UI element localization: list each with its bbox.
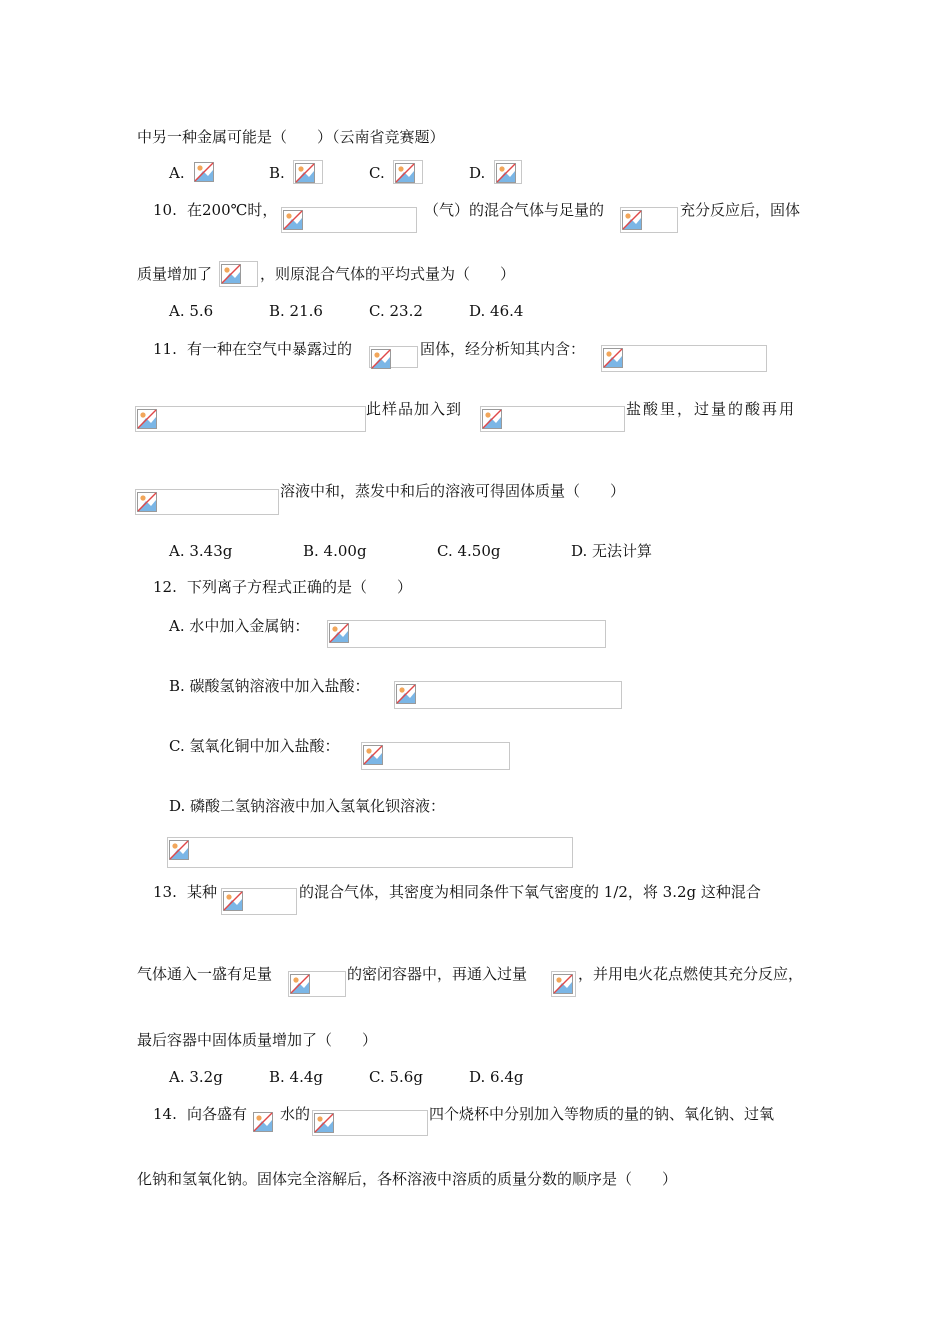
q11-option-a: A. 3.43g [169, 542, 233, 560]
formula-image [293, 160, 323, 184]
formula-image [281, 207, 417, 233]
broken-image-icon [482, 409, 502, 429]
broken-image-icon [496, 163, 516, 183]
broken-image-icon [553, 974, 573, 994]
broken-image-icon [283, 210, 303, 230]
q10-text: （气）的混合气体与足量的 [424, 201, 605, 219]
broken-image-icon [371, 349, 391, 369]
q14-text: 向各盛有 [187, 1105, 248, 1123]
formula-image [221, 888, 297, 915]
q11-text: 盐酸里，过量的酸再用 [626, 400, 797, 418]
formula-image [361, 742, 510, 770]
broken-image-icon [253, 1112, 273, 1132]
q10-number: 10. [153, 201, 177, 219]
q13-text: 气体通入一盛有足量 [137, 965, 273, 983]
formula-image [620, 207, 678, 233]
formula-image [394, 681, 622, 709]
q13-number: 13. [153, 883, 177, 901]
q14-number: 14. [153, 1105, 177, 1123]
formula-image [601, 345, 767, 372]
q11-text: 固体，经分析知其内含： [420, 340, 586, 358]
q11-text: 有一种在空气中暴露过的 [187, 340, 353, 358]
q14-text: 四个烧杯中分别加入等物质的量的钠、氧化钠、过氧 [429, 1105, 775, 1123]
q12-number: 12. [153, 578, 177, 596]
formula-image [167, 837, 573, 868]
q11-option-b: B. 4.00g [303, 542, 367, 560]
q14-text: 水的 [280, 1105, 311, 1123]
formula-image [219, 261, 258, 287]
formula-image [135, 406, 366, 432]
broken-image-icon [137, 409, 157, 429]
q10-option-b: B. 21.6 [269, 302, 323, 320]
formula-image [327, 620, 606, 648]
q12-option-d: D. 磷酸二氢钠溶液中加入氢氧化钡溶液： [169, 797, 446, 815]
q13-text: 某种 [187, 883, 218, 901]
broken-image-icon [363, 745, 383, 765]
broken-image-icon [194, 162, 214, 182]
q10-option-c: C. 23.2 [369, 302, 423, 320]
q13-text: ，并用电火花点燃使其充分反应， [578, 965, 804, 983]
q9-stem: 中另一种金属可能是（ ）（云南省竞赛题） [137, 128, 445, 146]
q13-option-c: C. 5.6g [369, 1068, 423, 1086]
formula-image [494, 160, 522, 184]
q12-option-b: B. 碳酸氢钠溶液中加入盐酸： [169, 677, 370, 695]
q9-option-a-label: A. [169, 164, 185, 182]
q13-option-d: D. 6.4g [469, 1068, 524, 1086]
q13-text: 的混合气体，其密度为相同条件下氧气密度的 1/2，将 3.2g 这种混合 [299, 883, 761, 901]
q11-option-d: D. 无法计算 [571, 542, 653, 560]
q11-text: 此样品加入到 [366, 400, 463, 418]
q12-option-a: A. 水中加入金属钠： [169, 617, 310, 635]
broken-image-icon [169, 840, 189, 860]
broken-image-icon [603, 348, 623, 368]
formula-image [480, 406, 625, 432]
q12-option-c: C. 氢氧化铜中加入盐酸： [169, 737, 340, 755]
q9-option-c-label: C. [369, 164, 385, 182]
broken-image-icon [329, 623, 349, 643]
formula-image [551, 971, 576, 997]
q10-text: ，则原混合气体的平均式量为（ ） [260, 265, 516, 283]
broken-image-icon [622, 210, 642, 230]
broken-image-icon [396, 684, 416, 704]
q10-text: 在200℃时， [187, 201, 278, 219]
formula-image [312, 1110, 428, 1136]
q10-option-d: D. 46.4 [469, 302, 524, 320]
broken-image-icon [395, 163, 415, 183]
q11-text: 溶液中和，蒸发中和后的溶液可得固体质量（ ） [280, 482, 626, 500]
broken-image-icon [221, 264, 241, 284]
q13-text: 的密闭容器中，再通入过量 [347, 965, 528, 983]
q10-text: 质量增加了 [137, 265, 213, 283]
q10-text: 充分反应后，固体 [680, 201, 801, 219]
q9-option-b-label: B. [269, 164, 285, 182]
q11-option-c: C. 4.50g [437, 542, 501, 560]
formula-image [193, 160, 219, 184]
broken-image-icon [137, 492, 157, 512]
q10-option-a: A. 5.6 [169, 302, 214, 320]
formula-image [135, 489, 279, 515]
q13-text: 最后容器中固体质量增加了（ ） [137, 1031, 378, 1049]
q13-option-b: B. 4.4g [269, 1068, 324, 1086]
q12-stem: 下列离子方程式正确的是（ ） [187, 578, 413, 596]
q9-option-d-label: D. [469, 164, 486, 182]
formula-image [393, 160, 423, 184]
formula-image [288, 971, 346, 997]
broken-image-icon [295, 163, 315, 183]
broken-image-icon [314, 1113, 334, 1133]
q13-option-a: A. 3.2g [169, 1068, 223, 1086]
q14-text: 化钠和氢氧化钠。固体完全溶解后，各杯溶液中溶质的质量分数的顺序是（ ） [137, 1170, 678, 1188]
q11-number: 11. [153, 340, 177, 358]
formula-image [369, 346, 418, 368]
formula-image [252, 1110, 278, 1134]
broken-image-icon [223, 891, 243, 911]
broken-image-icon [290, 974, 310, 994]
